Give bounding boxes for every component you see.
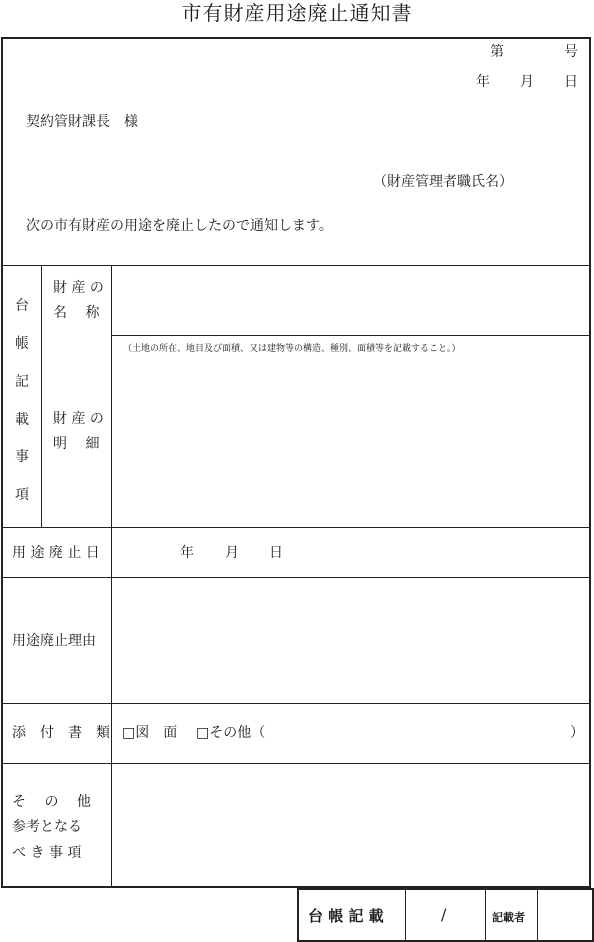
abolition-reason-field[interactable] <box>113 579 589 701</box>
notice-statement: 次の市有財産の用途を廃止したので通知します。 <box>26 218 333 234</box>
reference-label-line2: 参考となる <box>12 819 82 835</box>
ledger-entry-label: 台 帳 記 載 <box>308 907 384 925</box>
sender-title: （財産管理者職氏名） <box>373 174 513 190</box>
date-year-label: 年 <box>476 74 490 90</box>
form-frame <box>1 37 591 888</box>
divider-name-detail <box>111 335 591 336</box>
property-detail-label-2: 明 細 <box>53 436 100 452</box>
abolition-year-label: 年 <box>180 545 194 561</box>
ledger-entry-box <box>297 888 594 942</box>
property-name-field[interactable] <box>113 267 589 333</box>
property-detail-field[interactable] <box>113 357 589 525</box>
ledger-vertical-char: 項 <box>15 487 29 503</box>
ledger-vertical-char: 事 <box>15 449 29 465</box>
property-name-label: 財 産 の <box>53 280 104 296</box>
form-title: 市有財産用途廃止通知書 <box>181 1 413 25</box>
recorder-label: 記載者 <box>492 911 525 924</box>
abolition-reason-label: 用途廃止理由 <box>12 633 96 649</box>
addressee: 契約管財課長 様 <box>26 114 138 130</box>
reference-label-line3: べ き 事 項 <box>12 845 82 861</box>
reference-field[interactable] <box>113 765 589 887</box>
abolition-day-label: 日 <box>269 545 283 561</box>
divider-reason-bottom <box>3 703 591 704</box>
recorder-stamp-field[interactable] <box>539 892 591 938</box>
ledger-vertical-char: 台 <box>15 298 29 314</box>
ledger-vertical-char: 帳 <box>15 336 29 352</box>
property-name-label-2: 名 称 <box>53 305 100 321</box>
date-month-label: 月 <box>520 74 534 90</box>
stamp-divider <box>537 890 538 940</box>
divider-date-bottom <box>3 577 591 578</box>
property-detail-label: 財 産 の <box>53 411 104 427</box>
attachments-label: 添 付 書 類 <box>12 725 110 741</box>
divider-label-column <box>111 265 112 888</box>
ledger-vertical-char: 記 <box>15 374 29 390</box>
divider-attachments-bottom <box>3 763 591 764</box>
property-detail-note: （土地の所在、地目及び面積、又は建物等の構造、種別、面積等を記載すること。） <box>123 344 461 354</box>
ledger-entry-slash: / <box>441 905 447 924</box>
divider-header <box>3 265 591 266</box>
abolition-date-label: 用 途 廃 止 日 <box>12 545 100 561</box>
stamp-divider <box>485 890 486 940</box>
attachment-other-checkbox[interactable]: □その他（ <box>196 725 266 741</box>
stamp-divider <box>405 890 406 940</box>
divider-vertical-label <box>41 265 42 527</box>
number-dai-label: 第 <box>490 44 504 60</box>
divider-ledger-bottom <box>3 527 591 528</box>
abolition-month-label: 月 <box>225 545 239 561</box>
ledger-vertical-char: 載 <box>15 412 29 428</box>
number-go-label: 号 <box>564 44 578 60</box>
attachment-close-paren: ） <box>570 725 584 741</box>
date-day-label: 日 <box>564 74 578 90</box>
reference-label-line1: そ の 他 <box>12 794 91 810</box>
attachment-drawing-checkbox[interactable]: □図 面 <box>122 725 178 741</box>
